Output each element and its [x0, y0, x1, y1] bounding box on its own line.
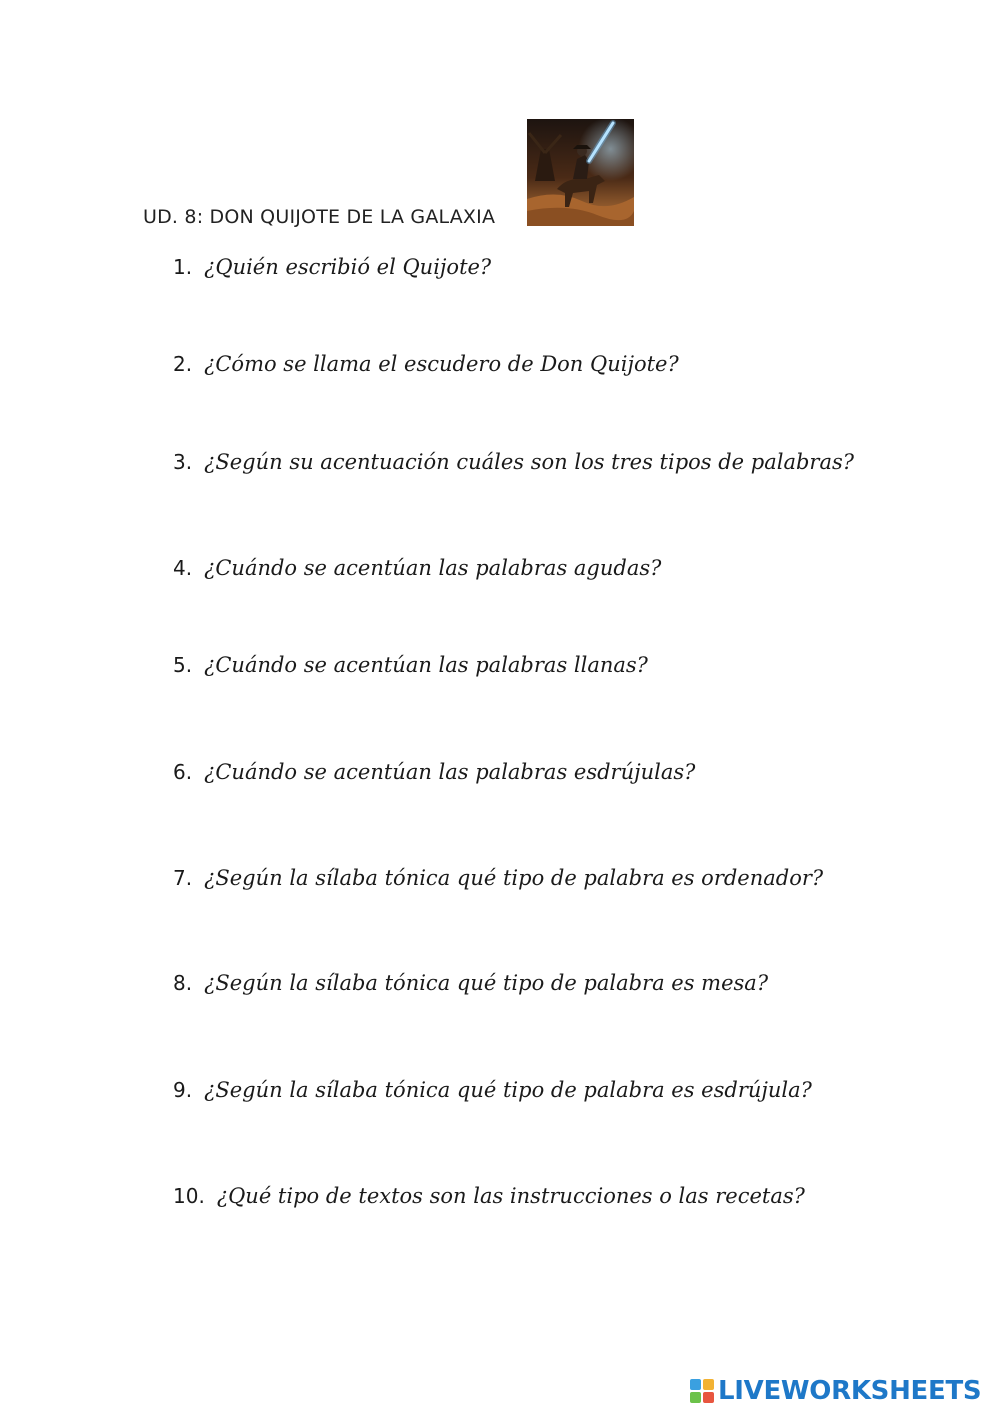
question-text: ¿Según su acentuación cuáles son los tres tipos de palabras?: [204, 450, 855, 474]
question-text: ¿Cuándo se acentúan las palabras llanas?: [204, 653, 648, 677]
question-number: 4.: [173, 556, 193, 580]
question-number: 3.: [173, 450, 193, 474]
question-number: 8.: [173, 971, 193, 995]
question-number: 7.: [173, 866, 193, 890]
question-number: 10.: [173, 1184, 205, 1208]
illustration-quijote-rider: [527, 119, 634, 226]
question-item: [173, 1184, 805, 1208]
question-item: [173, 760, 695, 784]
question-text: ¿Cuándo se acentúan las palabras esdrújulas?: [204, 760, 696, 784]
question-number: 1.: [173, 255, 193, 279]
question-item: [173, 352, 679, 376]
question-number: 6.: [173, 760, 193, 784]
question-item: [173, 653, 648, 677]
worksheet-title: UD. 8: DON QUIJOTE DE LA GALAXIA: [143, 206, 496, 228]
question-text: ¿Según la sílaba tónica qué tipo de palabra es ordenador?: [204, 866, 824, 890]
question-item: [173, 866, 823, 890]
brand-name: LIVEWORKSHEETS: [718, 1376, 982, 1406]
question-item: [173, 971, 768, 995]
liveworksheets-logo-icon: [690, 1379, 714, 1403]
question-item: [173, 556, 661, 580]
question-number: 2.: [173, 352, 193, 376]
liveworksheets-brand[interactable]: [690, 1374, 981, 1408]
question-text: ¿Según la sílaba tónica qué tipo de palabra es esdrújula?: [204, 1078, 812, 1102]
question-text: ¿Cuándo se acentúan las palabras agudas?: [204, 556, 662, 580]
question-text: ¿Qué tipo de textos son las instrucciones o las recetas?: [216, 1184, 805, 1208]
question-number: 5.: [173, 653, 193, 677]
question-text: ¿Quién escribió el Quijote?: [204, 255, 492, 279]
question-number: 9.: [173, 1078, 193, 1102]
question-item: [173, 255, 491, 279]
question-item: [173, 1078, 812, 1102]
question-text: ¿Según la sílaba tónica qué tipo de palabra es mesa?: [204, 971, 769, 995]
question-text: ¿Cómo se llama el escudero de Don Quijote?: [204, 352, 679, 376]
question-item: [173, 450, 854, 474]
